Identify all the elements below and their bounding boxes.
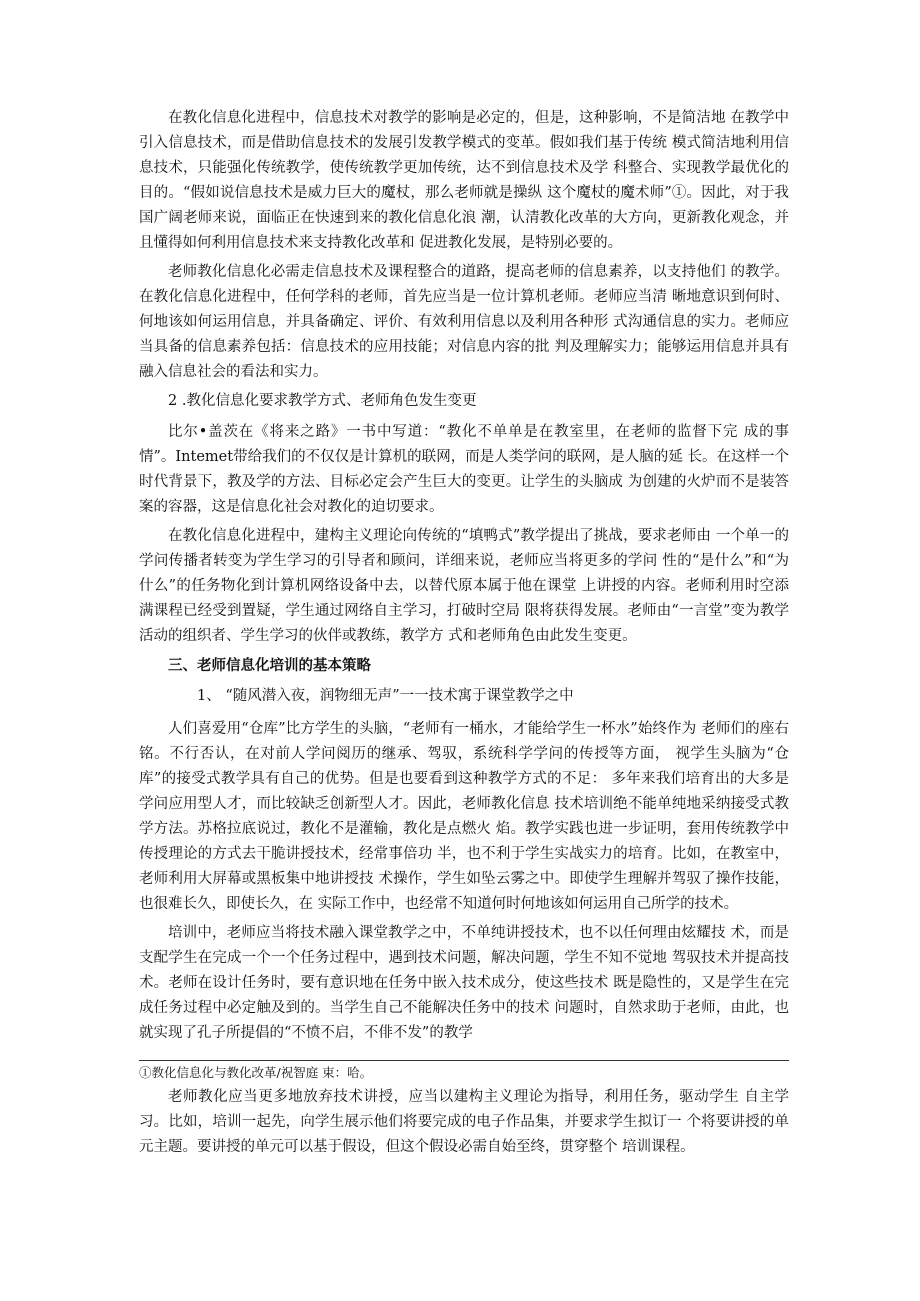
document-body bbox=[139, 106, 789, 1164]
paragraph-1: 在教化信息化进程中，信息技术对教学的影响是必定的，但是，这种影响，不是简洁地 在教学中引入信息技术，而是借助信息技术的发展引发教学模式的变革。假如我们基于传统 模式简洁地利用信息技术，只能强化传统教学，使传统教学更加传统，达不到信息技术及学 科整合、实现教学最优化的目的。“假如说信息技术是威力巨大的魔杖，那么老师就是操纵 这个魔杖的魔术师”①。因此，对于我国广阔老师来说，面临正在快速到来的教化信息化浪 潮，认清教化改革的大方向，更新教化观念，并且懂得如何利用信息技术来支持教化改革和 促进教化发展，是特别必要的。 bbox=[139, 110, 789, 251]
paragraph-3: 比尔•盖茨在《将来之路》一书中写道：“教化不单单是在教室里，在老师的监督下完 成的事情”。Intemet带给我们的不仅仅是计算机的联网，而是人类学问的联网，是人脑的延 长。在这样一个时代背景下，教及学的方法、目标必定会产生巨大的变更。让学生的头脑成 为创建的火炉而不是装答案的容器，这是信息化社会对教化的迫切要求。 bbox=[139, 424, 789, 515]
paragraph-2: 老师教化信息化必需走信息技术及课程整合的道路，提高老师的信息素养，以支持他们 的教学。在教化信息化进程中，任何学科的老师，首先应当是一位计算机老师。老师应当清 晰地意识到何时、何地该如何运用信息，并具备确定、评价、有效利用信息以及利用各种形 式沟通信息的实力。老师应当具备的信息素养包括：信息技术的应用技能；对信息内容的批 判及理解实力；能够运用信息并具有融入信息社会的看法和实力。 bbox=[139, 264, 789, 380]
section-item-2: 2 .教化信息化要求教学方式、老师角色发生变更 bbox=[168, 393, 477, 409]
footnote-divider bbox=[139, 1060, 789, 1061]
subsection-heading-1: 1、 “随风潜入夜，润物细无声”一一技术寓于课堂教学之中 bbox=[197, 688, 574, 704]
paragraph-7: 老师教化应当更多地放弃技术讲授，应当以建构主义理论为指导，利用任务，驱动学生 自主学习。比如，培训一起先，向学生展示他们将要完成的电子作品集，并要求学生拟订一 个将要讲授的单元主题。要讲授的单元可以基于假设，但这个假设必需自始至终，贯穿整个 培训课程。 bbox=[139, 1089, 789, 1155]
paragraph-6: 培训中，老师应当将技术融入课堂教学之中，不单纯讲授技术，也不以任何理由炫耀技 术，而是支配学生在完成一个一个任务过程中，遇到技术问题，解决问题，学生不知不觉地 驾驭技术并提高技术。老师在设计任务时，要有意识地在任务中嵌入技术成分，使这些技术 既是隐性的，又是学生在完成任务过程中必定触及到的。当学生自己不能解决任务中的技术 问题时，自然求助于老师，由此，也就实现了孔子所提倡的“不愤不启，不俳不发”的教学 bbox=[139, 925, 789, 1041]
footnote: ①教化信息化与教化改革/祝智庭 束：哈。 bbox=[139, 1065, 373, 1080]
paragraph-4: 在教化信息化进程中，建构主义理论向传统的“填鸭式”教学提出了挑战，要求老师由 一个单一的学问传播者转变为学生学习的引导者和顾问，详细来说，老师应当将更多的学问 性的“是什么”和“为什么”的任务物化到计算机网络设备中去，以替代原本属于他在课堂 上讲授的内容。老师利用时空添满课程已经受到置疑，学生通过网络自主学习，打破时空局 限将获得发展。老师由“一言堂”变为教学活动的组织者、学生学习的伙伴或教练，教学方 式和老师角色由此发生变更。 bbox=[139, 528, 789, 644]
paragraph-5: 人们喜爱用“仓库”比方学生的头脑，“老师有一桶水，才能给学生一杯水”始终作为 老师们的座右铭。不行否认，在对前人学问阅历的继承、驾驭，系统科学学问的传授等方面， 视学生头脑为“仓库”的接受式教学具有自己的优势。但是也要看到这种教学方式的不足： 多年来我们培育出的大多是学问应用型人才，而比较缺乏创新型人才。因此，老师教化信息 技术培训绝不能单纯地采纳接受式教学方法。苏格拉底说过，教化不是灌输，教化是点燃火 焰。教学实践也进一步证明，套用传统教学中传授理论的方式去干脆讲授技术，经常事倍功 半，也不利于学生实战实力的培育。比如，在教室中，老师利用大屏幕或黑板集中地讲授技 术操作，学生如坠云雾之中。即使学生理解并驾驭了操作技能，也很难长久，即使长久，在 实际工作中，也经常不知道何时何地该如何运用自己所学的技术。 bbox=[139, 721, 789, 912]
section-heading-3: 三、老师信息化培训的基本策略 bbox=[168, 657, 371, 674]
